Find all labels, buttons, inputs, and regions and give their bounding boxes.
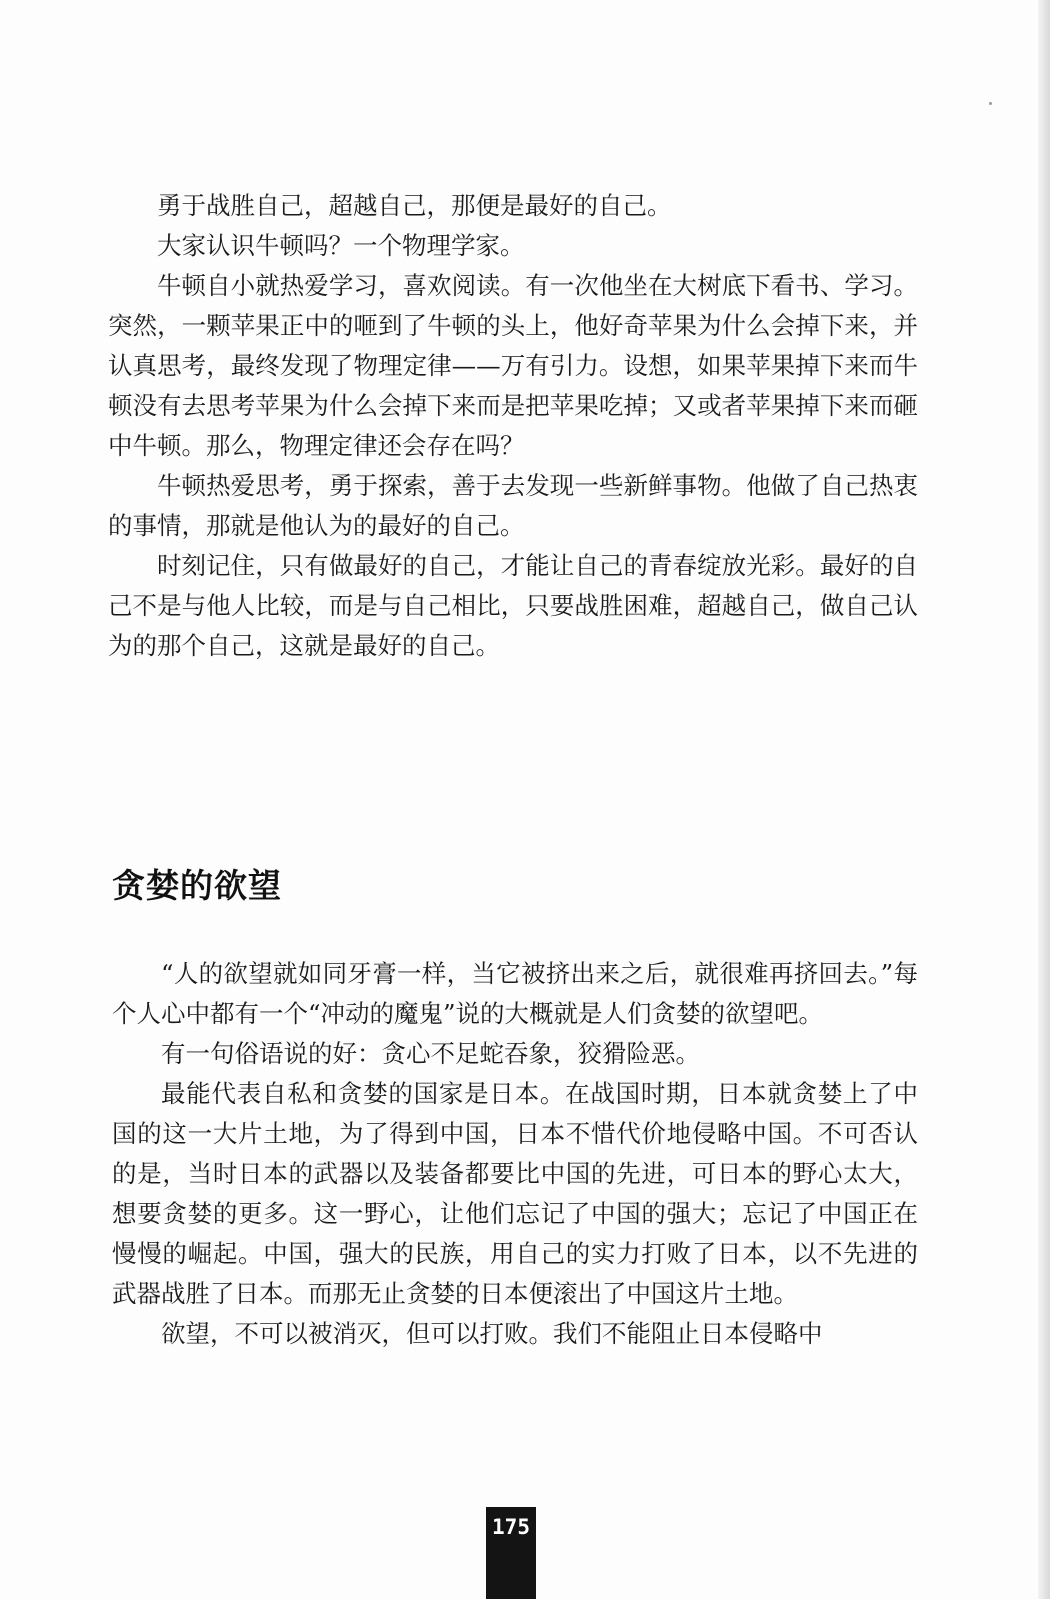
page-edge-shadow [1038, 0, 1050, 1599]
section-1-paragraph-2: 大家认识牛顿吗？一个物理学家。 [157, 231, 525, 260]
page-number: 175 [492, 1515, 530, 1539]
section-2-paragraph-3: 最能代表自私和贪婪的国家是日本。在战国时期，日本就贪婪上了中国的这一大片土地，为了得到中国，日本不惜代价地侵略中国。不可否认的是，当时日本的武器以及装备都要比中国的先进，可日本的野心太大，想要贪婪的更多。这一野心，让他们忘记了中国的强大；忘记了中国正在慢慢的崛起。中国，强大的民族，用自己的实力打败了日本，以不先进的武器战胜了日本。而那无止贪婪的日本便滚出了中国这片土地。 [112, 1079, 918, 1308]
section-1-body [108, 186, 918, 666]
section-1-paragraph-4: 牛顿热爱思考，勇于探索，善于去发现一些新鲜事物。他做了自己热衷的事情，那就是他认为的最好的自己。 [108, 471, 918, 540]
page-number-tab [486, 1507, 536, 1599]
section-1-paragraph-1: 勇于战胜自己，超越自己，那便是最好的自己。 [157, 191, 672, 220]
section-2-title: 贪婪的欲望 [112, 866, 282, 905]
section-2-body [112, 954, 918, 1354]
section-1-paragraph-5: 时刻记住，只有做最好的自己，才能让自己的青春绽放光彩。最好的自己不是与他人比较，而是与自己相比，只要战胜困难，超越自己，做自己认为的那个自己，这就是最好的自己。 [108, 551, 918, 660]
section-2-paragraph-4: 欲望，不可以被消灭，但可以打败。我们不能阻止日本侵略中 [161, 1319, 823, 1348]
section-1-paragraph-3: 牛顿自小就热爱学习，喜欢阅读。有一次他坐在大树底下看书、学习。突然，一颗苹果正中的咂到了牛顿的头上，他好奇苹果为什么会掉下来，并认真思考，最终发现了物理定律——万有引力。设想，如果苹果掉下来而牛顿没有去思考苹果为什么会掉下来而是把苹果吃掉；又或者苹果掉下来而砸中牛顿。那么，物理定律还会存在吗？ [108, 271, 918, 460]
scan-speck [989, 102, 992, 105]
section-2-paragraph-1: “人的欲望就如同牙膏一样，当它被挤出来之后，就很难再挤回去。”每个人心中都有一个“冲动的魔鬼”说的大概就是人们贪婪的欲望吧。 [112, 959, 918, 1028]
section-2-paragraph-2: 有一句俗语说的好：贪心不足蛇吞象，狡猾险恶。 [161, 1039, 700, 1068]
